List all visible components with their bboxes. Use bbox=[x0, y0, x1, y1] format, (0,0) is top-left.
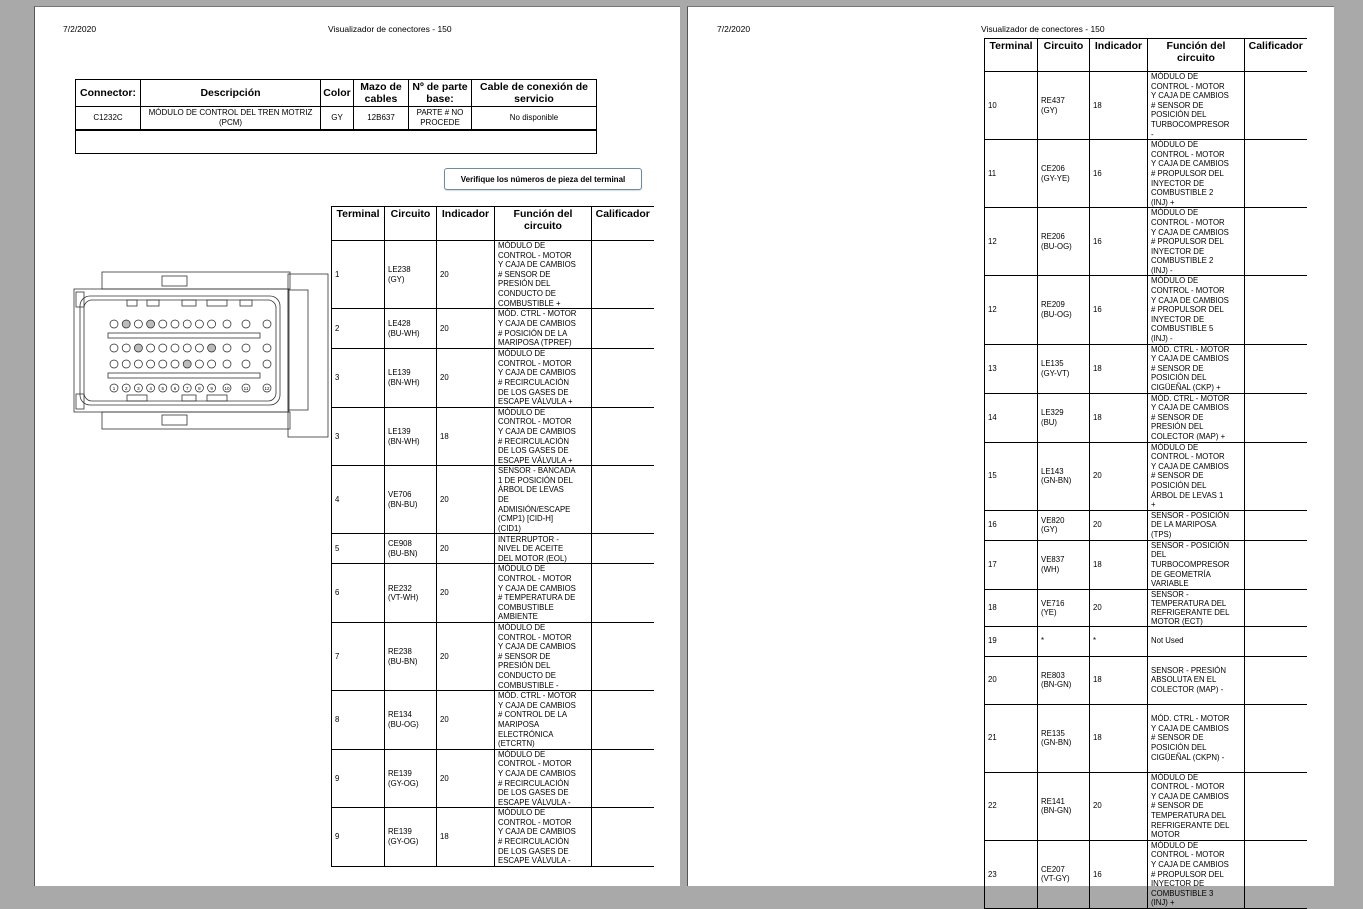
terminal-table-page-2 bbox=[984, 38, 1307, 909]
terminal-number: 12 bbox=[985, 276, 1038, 344]
qualifier bbox=[1245, 344, 1307, 393]
terminal-row bbox=[985, 442, 1307, 510]
document-page-2 bbox=[687, 6, 1334, 908]
wire-gauge: 16 bbox=[1090, 140, 1148, 208]
qualifier bbox=[1245, 276, 1307, 344]
connector-id: C1232C bbox=[76, 107, 141, 131]
qualifier bbox=[592, 241, 654, 309]
qualifier bbox=[1245, 208, 1307, 276]
terminal-row bbox=[332, 309, 654, 349]
wire-gauge: 20 bbox=[437, 564, 495, 623]
wire-gauge: * bbox=[1090, 626, 1148, 656]
connector-info-header-row bbox=[76, 80, 597, 107]
qualifier bbox=[1245, 772, 1307, 840]
page-title: Visualizador de conectores - 150 bbox=[981, 24, 1105, 34]
connector-pin bbox=[134, 320, 142, 328]
circuit-id: * bbox=[1038, 626, 1090, 656]
qualifier bbox=[592, 749, 654, 808]
terminal-number: 21 bbox=[985, 704, 1038, 772]
header-color: Color bbox=[321, 80, 354, 107]
circuit-id: RE209 (BU-OG) bbox=[1038, 276, 1090, 344]
connector-pin bbox=[263, 360, 271, 368]
connector-pin bbox=[171, 344, 179, 352]
wire-gauge: 20 bbox=[437, 623, 495, 691]
pin-number-label: 6 bbox=[173, 385, 177, 391]
terminal-number: 14 bbox=[985, 393, 1038, 442]
circuit-function: MÓDULO DE CONTROL - MOTOR Y CAJA DE CAMBIOS # SENSOR DE TEMPERATURA DEL REFRIGERANTE DEL MOTOR bbox=[1148, 772, 1245, 840]
circuit-function: Not Used bbox=[1148, 626, 1245, 656]
connector-pin bbox=[122, 360, 130, 368]
connector-pin bbox=[208, 320, 216, 328]
circuit-function: MÓDULO DE CONTROL - MOTOR Y CAJA DE CAMBIOS # PROPULSOR DEL INYECTOR DE COMBUSTIBLE 2 (INJ) + bbox=[1148, 140, 1245, 208]
wire-gauge: 20 bbox=[437, 691, 495, 750]
connector-pins bbox=[110, 320, 271, 392]
circuit-id: VE820 (GY) bbox=[1038, 510, 1090, 540]
header-harness: Mazo de cables bbox=[354, 80, 409, 107]
document-page-1 bbox=[34, 6, 680, 886]
connector-pin bbox=[110, 320, 118, 328]
header-service-cable: Cable de conexión de servicio bbox=[472, 80, 597, 107]
circuit-id: RE437 (GY) bbox=[1038, 72, 1090, 140]
circuit-function: MÓDULO DE CONTROL - MOTOR Y CAJA DE CAMBIOS # PROPULSOR DEL INYECTOR DE COMBUSTIBLE 2 (INJ) - bbox=[1148, 208, 1245, 276]
pin-number-label: 2 bbox=[124, 385, 128, 391]
circuit-id: RE803 (BN-GN) bbox=[1038, 656, 1090, 704]
qualifier bbox=[592, 623, 654, 691]
pin-number-label: 5 bbox=[161, 385, 165, 391]
circuit-function: MÓD. CTRL - MOTOR Y CAJA DE CAMBIOS # SENSOR DE POSICIÓN DEL CIGÜEÑAL (CKPN) - bbox=[1148, 704, 1245, 772]
wire-gauge: 20 bbox=[437, 349, 495, 408]
connector-pin bbox=[223, 320, 231, 328]
circuit-id: LE143 (GN-BN) bbox=[1038, 442, 1090, 510]
connector-pin bbox=[122, 320, 130, 328]
circuit-function: MÓDULO DE CONTROL - MOTOR Y CAJA DE CAMBIOS # TEMPERATURA DE COMBUSTIBLE AMBIENTE bbox=[495, 564, 592, 623]
wire-gauge: 16 bbox=[1090, 840, 1148, 908]
connector-pin bbox=[134, 360, 142, 368]
connector-description: MÓDULO DE CONTROL DEL TREN MOTRIZ (PCM) bbox=[141, 107, 321, 131]
circuit-id: LE238 (GY) bbox=[385, 241, 437, 309]
connector-pin bbox=[242, 320, 250, 328]
circuit-id: CE908 (BU-BN) bbox=[385, 534, 437, 564]
page-title: Visualizador de conectores - 150 bbox=[328, 24, 452, 34]
terminal-row bbox=[985, 626, 1307, 656]
terminal-number: 11 bbox=[985, 140, 1038, 208]
connector-pin bbox=[159, 320, 167, 328]
connector-pin bbox=[122, 344, 130, 352]
qualifier bbox=[592, 808, 654, 867]
circuit-id: RE139 (GY-OG) bbox=[385, 749, 437, 808]
terminal-number: 16 bbox=[985, 510, 1038, 540]
terminal-number: 10 bbox=[985, 72, 1038, 140]
terminal-row bbox=[332, 466, 654, 534]
header-gauge: Indicador bbox=[1090, 39, 1148, 72]
qualifier bbox=[1245, 840, 1307, 908]
wire-gauge: 18 bbox=[1090, 540, 1148, 589]
pin-number-label: 4 bbox=[149, 385, 152, 391]
qualifier bbox=[592, 407, 654, 466]
connector-pin bbox=[242, 360, 250, 368]
terminal-row bbox=[332, 749, 654, 808]
circuit-function: SENSOR - TEMPERATURA DEL REFRIGERANTE DEL MOTOR (ECT) bbox=[1148, 589, 1245, 626]
connector-pin bbox=[208, 344, 216, 352]
terminal-row bbox=[985, 656, 1307, 704]
terminal-row bbox=[332, 691, 654, 750]
circuit-id: CE206 (GY-YE) bbox=[1038, 140, 1090, 208]
connector-pin bbox=[195, 360, 203, 368]
terminal-number: 18 bbox=[985, 589, 1038, 626]
connector-harness: 12B637 bbox=[354, 107, 409, 131]
header-qualifier: Calificador bbox=[592, 207, 654, 241]
qualifier bbox=[1245, 393, 1307, 442]
circuit-function: SENSOR - POSICIÓN DEL TURBOCOMPRESOR DE GEOMETRÍA VARIABLE bbox=[1148, 540, 1245, 589]
circuit-id: LE428 (BU-WH) bbox=[385, 309, 437, 349]
page-date: 7/2/2020 bbox=[717, 24, 751, 34]
connector-pin bbox=[195, 344, 203, 352]
circuit-id: RE135 (GN-BN) bbox=[1038, 704, 1090, 772]
terminal-row bbox=[332, 241, 654, 309]
connector-pin bbox=[263, 320, 271, 328]
qualifier bbox=[1245, 626, 1307, 656]
connector-pin bbox=[159, 344, 167, 352]
terminal-table-header bbox=[985, 39, 1307, 72]
header-connector: Connector: bbox=[76, 80, 141, 107]
circuit-function: MÓDULO DE CONTROL - MOTOR Y CAJA DE CAMBIOS # RECIRCULACIÓN DE LOS GASES DE ESCAPE VÁLVULA + bbox=[495, 349, 592, 408]
wire-gauge: 20 bbox=[1090, 510, 1148, 540]
qualifier bbox=[592, 349, 654, 408]
wire-gauge: 18 bbox=[1090, 704, 1148, 772]
wire-gauge: 20 bbox=[1090, 442, 1148, 510]
wire-gauge: 18 bbox=[1090, 656, 1148, 704]
terminal-row bbox=[332, 564, 654, 623]
pin-number-label: 7 bbox=[185, 385, 189, 391]
terminal-row bbox=[985, 208, 1307, 276]
terminal-number: 19 bbox=[985, 626, 1038, 656]
connector-pin bbox=[208, 360, 216, 368]
circuit-function: SENSOR - BANCADA 1 DE POSICIÓN DEL ÁRBOL DE LEVAS DE ADMISIÓN/ESCAPE (CMP1) [CID-H] (CID1) bbox=[495, 466, 592, 534]
terminal-number: 20 bbox=[985, 656, 1038, 704]
connector-pin bbox=[171, 320, 179, 328]
circuit-function: MÓDULO DE CONTROL - MOTOR Y CAJA DE CAMBIOS # SENSOR DE POSICIÓN DEL TURBOCOMPRESOR - bbox=[1148, 72, 1245, 140]
circuit-id: RE238 (BU-BN) bbox=[385, 623, 437, 691]
terminal-number: 8 bbox=[332, 691, 385, 750]
connector-pin bbox=[183, 320, 191, 328]
header-terminal: Terminal bbox=[985, 39, 1038, 72]
qualifier bbox=[1245, 540, 1307, 589]
connector-pin bbox=[223, 360, 231, 368]
circuit-function: SENSOR - POSICIÓN DE LA MARIPOSA (TPS) bbox=[1148, 510, 1245, 540]
header-qualifier: Calificador bbox=[1245, 39, 1307, 72]
terminal-number: 15 bbox=[985, 442, 1038, 510]
connector-pin bbox=[110, 360, 118, 368]
terminal-number: 6 bbox=[332, 564, 385, 623]
wire-gauge: 18 bbox=[437, 808, 495, 867]
terminal-row bbox=[332, 407, 654, 466]
connector-pin bbox=[183, 344, 191, 352]
terminal-row bbox=[985, 510, 1307, 540]
connector-pin bbox=[110, 344, 118, 352]
qualifier bbox=[592, 534, 654, 564]
terminal-row bbox=[332, 808, 654, 867]
circuit-function: MÓDULO DE CONTROL - MOTOR Y CAJA DE CAMBIOS # RECIRCULACIÓN DE LOS GASES DE ESCAPE VÁLVULA - bbox=[495, 749, 592, 808]
pin-number-label: 11 bbox=[243, 385, 249, 391]
pin-number-label: 1 bbox=[112, 385, 116, 391]
page-date: 7/2/2020 bbox=[63, 24, 97, 34]
terminal-row bbox=[985, 276, 1307, 344]
connector-pin bbox=[195, 320, 203, 328]
connector-service-cable: No disponible bbox=[472, 107, 597, 131]
connector-color: GY bbox=[321, 107, 354, 131]
wire-gauge: 16 bbox=[1090, 208, 1148, 276]
qualifier bbox=[592, 309, 654, 349]
circuit-id: LE139 (BN-WH) bbox=[385, 407, 437, 466]
circuit-id: VE706 (BN-BU) bbox=[385, 466, 437, 534]
qualifier bbox=[1245, 589, 1307, 626]
terminal-row bbox=[985, 589, 1307, 626]
circuit-function: MÓD. CTRL - MOTOR Y CAJA DE CAMBIOS # POSICIÓN DE LA MARIPOSA (TPREF) bbox=[495, 309, 592, 349]
terminal-number: 17 bbox=[985, 540, 1038, 589]
connector-info-row bbox=[76, 107, 597, 131]
circuit-id: LE135 (GY-VT) bbox=[1038, 344, 1090, 393]
connector-pin bbox=[242, 344, 250, 352]
wire-gauge: 20 bbox=[1090, 772, 1148, 840]
wire-gauge: 20 bbox=[437, 466, 495, 534]
terminal-number: 13 bbox=[985, 344, 1038, 393]
wire-gauge: 20 bbox=[437, 241, 495, 309]
qualifier bbox=[592, 466, 654, 534]
connector-pin bbox=[134, 344, 142, 352]
terminal-row bbox=[985, 393, 1307, 442]
qualifier bbox=[1245, 704, 1307, 772]
connector-pin bbox=[159, 360, 167, 368]
wire-gauge: 20 bbox=[1090, 589, 1148, 626]
terminal-row bbox=[985, 72, 1307, 140]
wire-gauge: 18 bbox=[1090, 72, 1148, 140]
pin-number-label: 9 bbox=[210, 385, 213, 391]
connector-pin bbox=[263, 344, 271, 352]
qualifier bbox=[1245, 656, 1307, 704]
wire-gauge: 18 bbox=[437, 407, 495, 466]
terminal-number: 1 bbox=[332, 241, 385, 309]
qualifier bbox=[1245, 140, 1307, 208]
circuit-function: MÓD. CTRL - MOTOR Y CAJA DE CAMBIOS # SENSOR DE PRESIÓN DEL COLECTOR (MAP) + bbox=[1148, 393, 1245, 442]
connector-pin bbox=[147, 320, 155, 328]
circuit-id: CE207 (VT-GY) bbox=[1038, 840, 1090, 908]
wire-gauge: 20 bbox=[437, 309, 495, 349]
header-gauge: Indicador bbox=[437, 207, 495, 241]
header-description: Descripción bbox=[141, 80, 321, 107]
circuit-id: RE141 (BN-GN) bbox=[1038, 772, 1090, 840]
terminal-row bbox=[985, 840, 1307, 908]
connector-pin bbox=[223, 344, 231, 352]
header-function: Función del circuito bbox=[1148, 39, 1245, 72]
terminal-number: 12 bbox=[985, 208, 1038, 276]
header-function: Función del circuito bbox=[495, 207, 592, 241]
blank-cell bbox=[76, 130, 597, 154]
terminal-row bbox=[332, 534, 654, 564]
header-circuit: Circuito bbox=[1038, 39, 1090, 72]
circuit-function: MÓDULO DE CONTROL - MOTOR Y CAJA DE CAMBIOS # SENSOR DE POSICIÓN DEL ÁRBOL DE LEVAS 1 + bbox=[1148, 442, 1245, 510]
connector-info-blank-row bbox=[76, 130, 597, 154]
terminal-row bbox=[985, 344, 1307, 393]
circuit-function: INTERRUPTOR - NIVEL DE ACEITE DEL MOTOR (EOL) bbox=[495, 534, 592, 564]
terminal-row bbox=[985, 140, 1307, 208]
qualifier bbox=[1245, 72, 1307, 140]
connector-diagram bbox=[72, 262, 330, 442]
terminal-number: 23 bbox=[985, 840, 1038, 908]
terminal-number: 7 bbox=[332, 623, 385, 691]
circuit-function: MÓD. CTRL - MOTOR Y CAJA DE CAMBIOS # CONTROL DE LA MARIPOSA ELECTRÓNICA (ETCRTN) bbox=[495, 691, 592, 750]
circuit-id: VE716 (YE) bbox=[1038, 589, 1090, 626]
pin-number-label: 8 bbox=[198, 385, 201, 391]
circuit-function: MÓDULO DE CONTROL - MOTOR Y CAJA DE CAMBIOS # RECIRCULACIÓN DE LOS GASES DE ESCAPE VÁLVULA - bbox=[495, 808, 592, 867]
connector-pin bbox=[183, 360, 191, 368]
terminal-row bbox=[985, 772, 1307, 840]
terminal-number: 9 bbox=[332, 749, 385, 808]
header-circuit: Circuito bbox=[385, 207, 437, 241]
connector-base-part: PARTE # NO PROCEDE bbox=[409, 107, 472, 131]
pin-number-label: 10 bbox=[224, 385, 230, 391]
terminal-row bbox=[985, 704, 1307, 772]
header-base-part: Nº de parte base: bbox=[409, 80, 472, 107]
circuit-id: RE134 (BU-OG) bbox=[385, 691, 437, 750]
wire-gauge: 18 bbox=[1090, 344, 1148, 393]
circuit-function: SENSOR - PRESIÓN ABSOLUTA EN EL COLECTOR (MAP) - bbox=[1148, 656, 1245, 704]
pin-number-label: 3 bbox=[137, 385, 140, 391]
terminal-row bbox=[985, 540, 1307, 589]
circuit-id: RE139 (GY-OG) bbox=[385, 808, 437, 867]
terminal-number: 3 bbox=[332, 349, 385, 408]
qualifier bbox=[592, 564, 654, 623]
connector-pin bbox=[147, 360, 155, 368]
terminal-table-page-1 bbox=[331, 206, 654, 867]
terminal-number: 3 bbox=[332, 407, 385, 466]
connector-housing bbox=[74, 272, 328, 437]
connector-pin bbox=[147, 344, 155, 352]
verify-terminal-part-numbers-button[interactable]: Verifique los números de pieza del terminal bbox=[444, 168, 642, 190]
qualifier bbox=[1245, 510, 1307, 540]
wire-gauge: 20 bbox=[437, 534, 495, 564]
circuit-id: VE837 (WH) bbox=[1038, 540, 1090, 589]
wire-gauge: 18 bbox=[1090, 393, 1148, 442]
wire-gauge: 16 bbox=[1090, 276, 1148, 344]
terminal-number: 5 bbox=[332, 534, 385, 564]
header-terminal: Terminal bbox=[332, 207, 385, 241]
terminal-number: 22 bbox=[985, 772, 1038, 840]
terminal-number: 2 bbox=[332, 309, 385, 349]
pin-number-label: 12 bbox=[264, 385, 270, 391]
circuit-id: LE139 (BN-WH) bbox=[385, 349, 437, 408]
terminal-table-header bbox=[332, 207, 654, 241]
qualifier bbox=[592, 691, 654, 750]
terminal-row bbox=[332, 349, 654, 408]
terminal-row bbox=[332, 623, 654, 691]
circuit-id: LE329 (BU) bbox=[1038, 393, 1090, 442]
circuit-id: RE232 (VT-WH) bbox=[385, 564, 437, 623]
circuit-id: RE206 (BU-OG) bbox=[1038, 208, 1090, 276]
circuit-function: MÓDULO DE CONTROL - MOTOR Y CAJA DE CAMBIOS # PROPULSOR DEL INYECTOR DE COMBUSTIBLE 3 (INJ) + bbox=[1148, 840, 1245, 908]
circuit-function: MÓDULO DE CONTROL - MOTOR Y CAJA DE CAMBIOS # PROPULSOR DEL INYECTOR DE COMBUSTIBLE 5 (INJ) - bbox=[1148, 276, 1245, 344]
connector-info-table bbox=[75, 79, 597, 154]
qualifier bbox=[1245, 442, 1307, 510]
wire-gauge: 20 bbox=[437, 749, 495, 808]
circuit-function: MÓD. CTRL - MOTOR Y CAJA DE CAMBIOS # SENSOR DE POSICIÓN DEL CIGÜEÑAL (CKP) + bbox=[1148, 344, 1245, 393]
circuit-function: MÓDULO DE CONTROL - MOTOR Y CAJA DE CAMBIOS # SENSOR DE PRESIÓN DEL CONDUCTO DE COMBUSTIBLE - bbox=[495, 623, 592, 691]
circuit-function: MÓDULO DE CONTROL - MOTOR Y CAJA DE CAMBIOS # RECIRCULACIÓN DE LOS GASES DE ESCAPE VÁLVULA + bbox=[495, 407, 592, 466]
terminal-number: 9 bbox=[332, 808, 385, 867]
terminal-number: 4 bbox=[332, 466, 385, 534]
circuit-function: MÓDULO DE CONTROL - MOTOR Y CAJA DE CAMBIOS # SENSOR DE PRESIÓN DEL CONDUCTO DE COMBUSTIBLE + bbox=[495, 241, 592, 309]
connector-pin bbox=[171, 360, 179, 368]
